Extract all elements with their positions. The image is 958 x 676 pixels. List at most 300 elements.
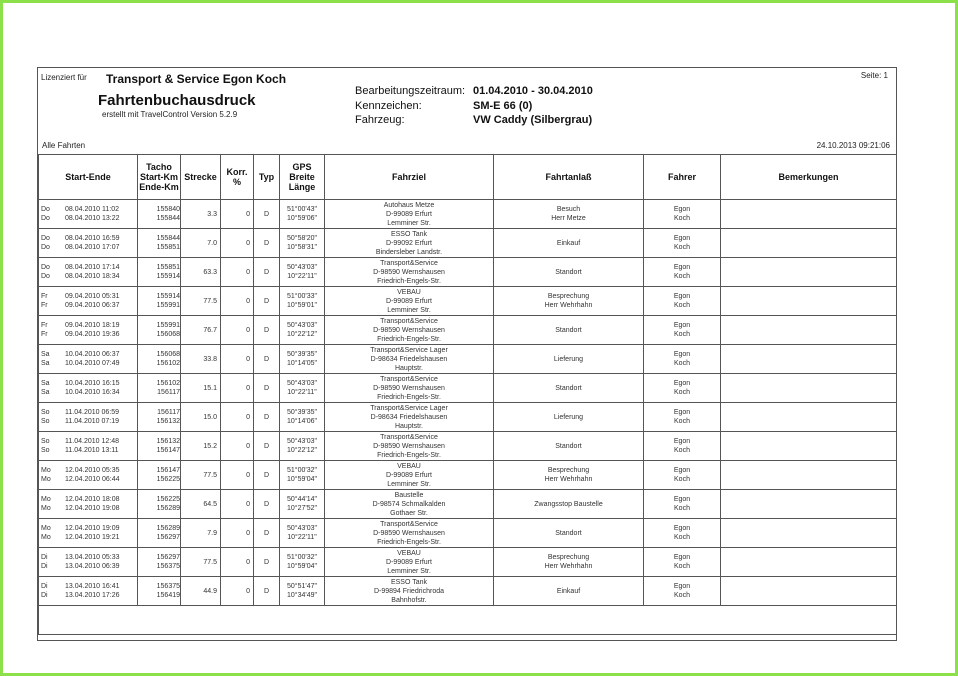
col-tacho-line3: Ende-Km <box>139 182 179 192</box>
purpose-line: Standort <box>555 268 582 276</box>
end-km: 156147 <box>156 447 180 454</box>
type-cell: D <box>254 200 280 229</box>
end-datetime: 12.04.2010 19:08 <box>65 505 120 512</box>
purpose-line: Standort <box>555 442 582 450</box>
distance-cell: 33.8 <box>181 345 221 374</box>
gps-lon: 10°59'04" <box>287 563 317 570</box>
destination-cell <box>325 403 494 432</box>
end-weekday: Fr <box>41 331 48 338</box>
purpose-cell <box>494 403 644 432</box>
distance-cell: 64.5 <box>181 490 221 519</box>
start-end-cell <box>39 316 138 345</box>
destination-line: ESSO Tank <box>390 230 428 238</box>
destination-cell <box>325 200 494 229</box>
start-datetime: 12.04.2010 19:09 <box>65 525 120 532</box>
driver-line: Koch <box>674 476 690 483</box>
driver-cell <box>644 345 721 374</box>
odometer-cell <box>138 519 181 548</box>
driver-line: Egon <box>673 467 691 474</box>
driver-line: Koch <box>674 447 690 454</box>
table-row <box>39 200 897 229</box>
odometer-cell <box>138 548 181 577</box>
purpose-line: Besprechung <box>547 293 590 300</box>
destination-line: D-99089 Erfurt <box>386 471 432 479</box>
gps-lon: 10°22'12" <box>287 447 317 454</box>
type-cell: D <box>254 461 280 490</box>
start-weekday: Di <box>41 554 48 561</box>
start-km: 156297 <box>156 554 180 561</box>
end-line <box>39 330 137 339</box>
purpose-line: Herr Wehrhahn <box>544 563 593 570</box>
end-km: 156225 <box>156 476 180 483</box>
destination-line: Bahnhofstr. <box>391 596 427 604</box>
purpose-line: Standort <box>555 529 582 537</box>
start-km: 156117 <box>157 409 180 416</box>
col-tacho <box>138 155 181 200</box>
purpose-cell <box>494 374 644 403</box>
distance-cell: 7.9 <box>181 519 221 548</box>
table-row <box>39 316 897 345</box>
correction-cell: 0 <box>221 403 254 432</box>
driver-line: Koch <box>674 273 690 280</box>
gps-lon: 10°59'01" <box>287 302 317 309</box>
purpose-line: Herr Metze <box>551 215 586 222</box>
gps-lat: 50°43'03" <box>287 525 317 532</box>
type-cell: D <box>254 577 280 606</box>
end-km: 156375 <box>156 563 180 570</box>
start-weekday: Do <box>41 264 50 271</box>
driver-cell <box>644 490 721 519</box>
destination-cell <box>325 345 494 374</box>
start-km: 156102 <box>156 380 180 387</box>
start-line <box>39 437 137 446</box>
start-line <box>39 408 137 417</box>
end-km: 155914 <box>156 273 180 280</box>
driver-cell <box>644 287 721 316</box>
start-km: 155914 <box>156 293 180 300</box>
col-tacho-line2: Start-Km <box>139 172 178 182</box>
gps-lon: 10°59'04" <box>287 476 317 483</box>
destination-cell <box>325 461 494 490</box>
odometer-cell <box>138 287 181 316</box>
gps-lon: 10°58'31" <box>287 244 317 251</box>
end-weekday: So <box>41 447 50 454</box>
destination-line: Friedrich-Engels-Str. <box>377 335 441 343</box>
start-weekday: Do <box>41 235 50 242</box>
end-km: 156289 <box>156 505 180 512</box>
destination-line: Transport&Service <box>380 317 438 325</box>
destination-line: VEBAU <box>397 288 421 296</box>
end-datetime: 13.04.2010 17:26 <box>65 592 120 599</box>
gps-lon: 10°14'06" <box>287 418 317 425</box>
start-km: 156289 <box>156 525 180 532</box>
end-line <box>39 504 137 513</box>
remarks-cell <box>721 577 897 606</box>
end-line <box>39 475 137 484</box>
start-end-cell <box>39 432 138 461</box>
driver-line: Egon <box>673 583 691 590</box>
distance-cell: 77.5 <box>181 461 221 490</box>
end-km: 156117 <box>157 389 180 396</box>
purpose-line: Besprechung <box>547 554 590 561</box>
driver-line: Koch <box>674 389 690 396</box>
period-label: Bearbeitungszeitraum: <box>355 85 466 97</box>
purpose-line: Einkauf <box>556 587 581 595</box>
table-row <box>39 403 897 432</box>
end-km: 156132 <box>156 418 180 425</box>
col-fahrer: Fahrer <box>644 155 721 200</box>
col-bemerkungen: Bemerkungen <box>721 155 897 200</box>
purpose-line: Zwangsstop Baustelle <box>534 500 603 508</box>
destination-line: D-99092 Erfurt <box>386 239 432 247</box>
purpose-line: Lieferung <box>553 413 584 421</box>
start-end-cell <box>39 490 138 519</box>
gps-cell <box>280 577 325 606</box>
start-weekday: So <box>41 438 50 445</box>
start-line <box>39 205 137 214</box>
end-line <box>39 388 137 397</box>
end-datetime: 12.04.2010 06:44 <box>65 476 120 483</box>
start-km: 155991 <box>156 322 180 329</box>
start-datetime: 11.04.2010 06:59 <box>65 409 119 416</box>
start-datetime: 08.04.2010 16:59 <box>65 235 120 242</box>
gps-lat: 50°51'47" <box>287 583 317 590</box>
start-km: 156147 <box>156 467 180 474</box>
end-datetime: 13.04.2010 06:39 <box>65 563 120 570</box>
start-datetime: 11.04.2010 12:48 <box>65 438 119 445</box>
driver-cell <box>644 577 721 606</box>
empty-row <box>39 606 897 635</box>
col-gps-line3: Länge <box>288 182 316 192</box>
start-end-cell <box>39 548 138 577</box>
logbook-page <box>37 67 897 641</box>
gps-lon: 10°22'12" <box>287 331 317 338</box>
type-cell: D <box>254 316 280 345</box>
destination-line: Transport&Service <box>380 433 438 441</box>
end-datetime: 10.04.2010 07:49 <box>65 360 120 367</box>
driver-line: Koch <box>674 302 690 309</box>
destination-line: Transport&Service <box>380 375 438 383</box>
destination-line: ESSO Tank <box>390 578 428 586</box>
destination-line: VEBAU <box>397 462 421 470</box>
trip-table <box>38 154 897 635</box>
destination-line: Hauptstr. <box>394 422 423 430</box>
driver-cell <box>644 374 721 403</box>
start-datetime: 12.04.2010 18:08 <box>65 496 120 503</box>
destination-line: Friedrich-Engels-Str. <box>377 277 441 285</box>
start-line <box>39 495 137 504</box>
driver-line: Egon <box>673 438 691 445</box>
destination-cell <box>325 490 494 519</box>
gps-lon: 10°14'05" <box>287 360 317 367</box>
end-weekday: Di <box>41 563 48 570</box>
driver-line: Koch <box>674 360 690 367</box>
correction-cell: 0 <box>221 461 254 490</box>
distance-cell: 15.0 <box>181 403 221 432</box>
col-gps-line2: Breite <box>289 172 315 182</box>
start-line <box>39 234 137 243</box>
end-line <box>39 446 137 455</box>
col-korr <box>221 155 254 200</box>
destination-line: Baustelle <box>394 491 424 499</box>
gps-lat: 50°43'03" <box>287 322 317 329</box>
type-cell: D <box>254 229 280 258</box>
remarks-cell <box>721 548 897 577</box>
end-km: 155844 <box>156 215 180 222</box>
purpose-line: Einkauf <box>556 239 581 247</box>
destination-cell <box>325 519 494 548</box>
col-gps-line1: GPS <box>292 162 312 172</box>
purpose-cell <box>494 461 644 490</box>
correction-cell: 0 <box>221 316 254 345</box>
correction-cell: 0 <box>221 432 254 461</box>
plate-row <box>355 100 655 114</box>
gps-lat: 51°00'43" <box>287 206 317 213</box>
end-weekday: Do <box>41 244 50 251</box>
destination-line: D-99089 Erfurt <box>386 210 432 218</box>
driver-line: Egon <box>673 264 691 271</box>
destination-cell <box>325 577 494 606</box>
start-weekday: Fr <box>41 293 48 300</box>
distance-cell: 15.1 <box>181 374 221 403</box>
start-km: 156132 <box>156 438 180 445</box>
distance-cell: 7.0 <box>181 229 221 258</box>
odometer-cell <box>138 403 181 432</box>
vehicle-value: VW Caddy (Silbergrau) <box>473 114 593 126</box>
destination-line: Transport&Service <box>380 259 438 267</box>
purpose-cell <box>494 548 644 577</box>
purpose-cell <box>494 345 644 374</box>
correction-cell: 0 <box>221 577 254 606</box>
col-fahrtanlass: Fahrtanlaß <box>494 155 644 200</box>
remarks-cell <box>721 316 897 345</box>
start-end-cell <box>39 258 138 287</box>
driver-cell <box>644 461 721 490</box>
odometer-cell <box>138 432 181 461</box>
odometer-cell <box>138 229 181 258</box>
driver-line: Egon <box>673 235 691 242</box>
end-km: 156419 <box>156 592 180 599</box>
destination-line: VEBAU <box>397 549 421 557</box>
gps-lat: 50°43'03" <box>287 438 317 445</box>
driver-line: Koch <box>674 505 690 512</box>
period-row <box>355 85 655 99</box>
purpose-cell <box>494 432 644 461</box>
col-korr-line1: Korr. <box>226 167 248 177</box>
col-tacho-line1: Tacho <box>146 162 172 172</box>
start-datetime: 09.04.2010 18:19 <box>65 322 120 329</box>
driver-cell <box>644 316 721 345</box>
odometer-cell <box>138 258 181 287</box>
purpose-cell <box>494 258 644 287</box>
end-line <box>39 417 137 426</box>
end-weekday: Mo <box>41 476 51 483</box>
purpose-line: Herr Wehrhahn <box>544 302 593 309</box>
destination-line: Lemminer Str. <box>387 219 431 227</box>
end-line <box>39 243 137 252</box>
destination-line: Transport&Service <box>380 520 438 528</box>
purpose-cell <box>494 200 644 229</box>
page-number: Seite: 1 <box>860 71 888 80</box>
destination-line: Lemminer Str. <box>387 480 431 488</box>
type-cell: D <box>254 345 280 374</box>
driver-line: Koch <box>674 592 690 599</box>
gps-lon: 10°22'11" <box>287 273 317 280</box>
correction-cell: 0 <box>221 229 254 258</box>
end-datetime: 09.04.2010 06:37 <box>65 302 120 309</box>
purpose-cell <box>494 287 644 316</box>
vehicle-row <box>355 114 655 128</box>
distance-cell: 63.3 <box>181 258 221 287</box>
driver-cell <box>644 432 721 461</box>
trip-table-body <box>39 200 897 635</box>
software-version: erstellt mit TravelControl Version 5.2.9 <box>102 110 238 119</box>
driver-line: Koch <box>674 534 690 541</box>
start-end-cell <box>39 577 138 606</box>
destination-line: Autohaus Metze <box>383 201 435 209</box>
gps-cell <box>280 258 325 287</box>
purpose-cell <box>494 519 644 548</box>
end-km: 155991 <box>156 302 180 309</box>
start-end-cell <box>39 287 138 316</box>
period-value: 01.04.2010 - 30.04.2010 <box>473 85 593 97</box>
start-weekday: Sa <box>41 351 50 358</box>
gps-cell <box>280 229 325 258</box>
driver-line: Egon <box>673 380 691 387</box>
driver-line: Koch <box>674 331 690 338</box>
end-weekday: Sa <box>41 389 50 396</box>
driver-line: Egon <box>673 525 691 532</box>
distance-cell: 76.7 <box>181 316 221 345</box>
gps-cell <box>280 432 325 461</box>
destination-line: Friedrich-Engels-Str. <box>377 393 441 401</box>
driver-line: Egon <box>673 206 691 213</box>
destination-line: D-98590 Wernshausen <box>373 384 445 392</box>
type-cell: D <box>254 287 280 316</box>
gps-lat: 50°39'35" <box>287 409 317 416</box>
remarks-cell <box>721 490 897 519</box>
destination-line: Lemminer Str. <box>387 306 431 314</box>
correction-cell: 0 <box>221 490 254 519</box>
remarks-cell <box>721 432 897 461</box>
page-title: Fahrtenbuchausdruck <box>98 92 256 109</box>
odometer-cell <box>138 577 181 606</box>
end-km: 156102 <box>156 360 180 367</box>
start-line <box>39 263 137 272</box>
filter-label: Alle Fahrten <box>42 141 86 150</box>
correction-cell: 0 <box>221 548 254 577</box>
destination-cell <box>325 548 494 577</box>
purpose-line: Herr Wehrhahn <box>544 476 593 483</box>
table-row <box>39 577 897 606</box>
odometer-cell <box>138 316 181 345</box>
start-end-cell <box>39 200 138 229</box>
end-line <box>39 533 137 542</box>
start-datetime: 13.04.2010 05:33 <box>65 554 120 561</box>
distance-cell: 77.5 <box>181 548 221 577</box>
type-cell: D <box>254 374 280 403</box>
start-km: 155851 <box>156 264 180 271</box>
start-line <box>39 379 137 388</box>
remarks-cell <box>721 345 897 374</box>
distance-cell: 3.3 <box>181 200 221 229</box>
start-end-cell <box>39 229 138 258</box>
col-fahrziel: Fahrziel <box>325 155 494 200</box>
destination-cell <box>325 258 494 287</box>
col-korr-line2: % <box>232 177 241 187</box>
gps-cell <box>280 316 325 345</box>
destination-line: D-98634 Friedelshausen <box>370 413 448 421</box>
destination-line: D-99894 Friedrichroda <box>373 587 445 595</box>
destination-cell <box>325 287 494 316</box>
driver-line: Koch <box>674 215 690 222</box>
gps-cell <box>280 374 325 403</box>
driver-line: Koch <box>674 244 690 251</box>
end-km: 155851 <box>156 244 180 251</box>
end-line <box>39 562 137 571</box>
table-header-row <box>39 155 897 200</box>
driver-cell <box>644 403 721 432</box>
gps-cell <box>280 548 325 577</box>
gps-lon: 10°34'49" <box>287 592 317 599</box>
purpose-cell <box>494 490 644 519</box>
table-row <box>39 490 897 519</box>
remarks-cell <box>721 461 897 490</box>
col-start-ende: Start-Ende <box>39 155 138 200</box>
start-km: 156375 <box>156 583 180 590</box>
end-line <box>39 591 137 600</box>
start-weekday: Mo <box>41 496 51 503</box>
gps-cell <box>280 200 325 229</box>
start-datetime: 08.04.2010 17:14 <box>65 264 120 271</box>
end-datetime: 11.04.2010 13:11 <box>65 447 119 454</box>
destination-line: Transport&Service Lager <box>370 404 448 412</box>
driver-cell <box>644 258 721 287</box>
table-row <box>39 519 897 548</box>
start-line <box>39 350 137 359</box>
driver-line: Koch <box>674 418 690 425</box>
end-weekday: Mo <box>41 534 51 541</box>
odometer-cell <box>138 461 181 490</box>
gps-cell <box>280 345 325 374</box>
end-line <box>39 301 137 310</box>
company-name: Transport & Service Egon Koch <box>106 72 287 86</box>
gps-lat: 51°00'32" <box>287 467 317 474</box>
start-km: 156225 <box>156 496 180 503</box>
gps-lon: 10°27'52" <box>287 505 317 512</box>
type-cell: D <box>254 258 280 287</box>
start-line <box>39 292 137 301</box>
end-km: 156297 <box>156 534 180 541</box>
start-line <box>39 553 137 562</box>
correction-cell: 0 <box>221 287 254 316</box>
destination-line: Transport&Service Lager <box>370 346 448 354</box>
odometer-cell <box>138 374 181 403</box>
destination-line: D-99089 Erfurt <box>386 558 432 566</box>
start-datetime: 10.04.2010 16:15 <box>65 380 120 387</box>
remarks-cell <box>721 258 897 287</box>
col-strecke: Strecke <box>181 155 221 200</box>
distance-cell: 77.5 <box>181 287 221 316</box>
purpose-cell <box>494 577 644 606</box>
start-line <box>39 466 137 475</box>
remarks-cell <box>721 229 897 258</box>
gps-lon: 10°59'06" <box>287 215 317 222</box>
driver-line: Egon <box>673 293 691 300</box>
end-weekday: Do <box>41 215 50 222</box>
destination-line: D-98590 Wernshausen <box>373 326 445 334</box>
start-end-cell <box>39 461 138 490</box>
